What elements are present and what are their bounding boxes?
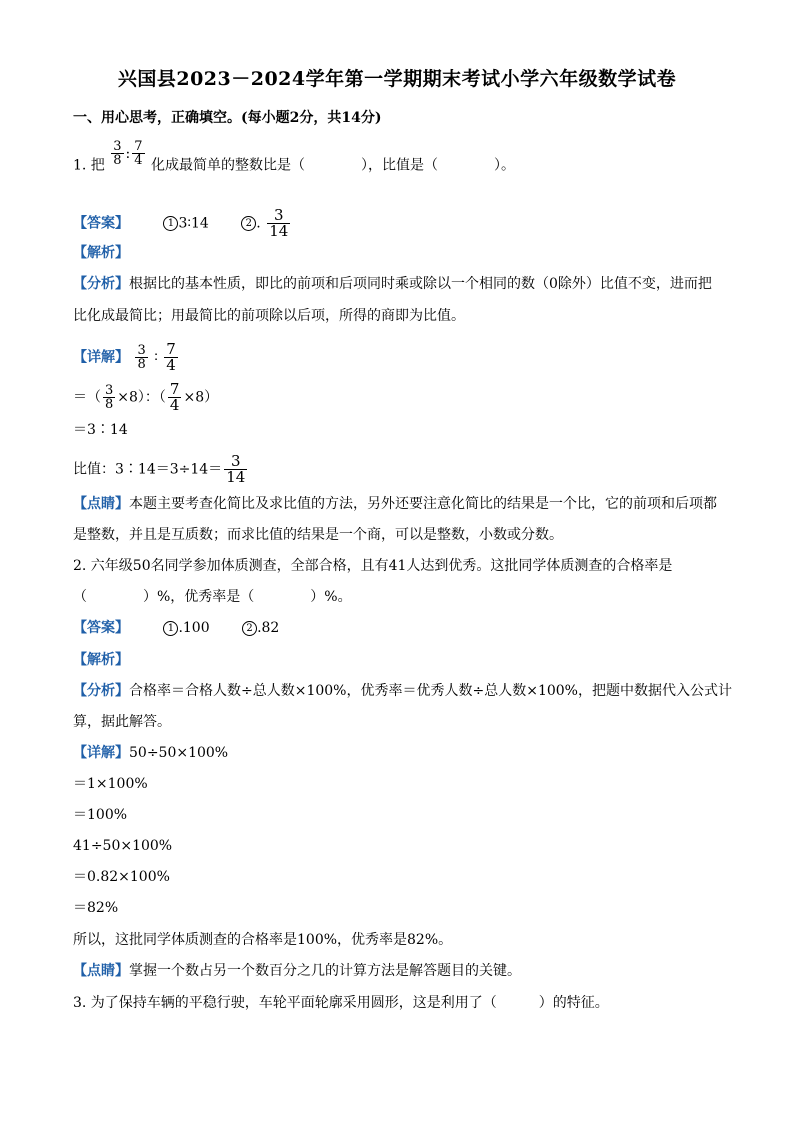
q2-detail-4: 41÷50×100% (73, 838, 173, 854)
analysis-tag: 【解析】 (73, 652, 129, 668)
q1-fraction-a (111, 140, 123, 167)
detail-text: ＝（ (73, 389, 101, 406)
fenxi-text: 根据比的基本性质，即比的前项和后项同时乘或除以一个相同的数（0除外）比值不变，进而把 (129, 276, 712, 292)
fraction-denominator: 8 (105, 397, 114, 412)
page-title: 兴国县2023－2024学年第一学期期末考试小学六年级数学试卷 (117, 68, 677, 90)
detail-fraction-c (103, 384, 115, 411)
fenxi-tag: 【分析】 (73, 276, 129, 292)
q2-text-2: （ ）%，优秀率是（ ）%。 (73, 589, 352, 605)
detail-fraction-d (168, 382, 182, 413)
q1-fraction-b (132, 140, 144, 167)
question-1 (73, 139, 515, 179)
fenxi-tag: 【分析】 (73, 683, 129, 699)
fraction-numerator: 3 (105, 383, 114, 398)
q1-fenxi-2: 比化成最简比；用最简比的前项除以后项，所得的商即为比值。 (73, 308, 465, 324)
fraction-numerator: 3 (273, 206, 284, 224)
fraction-numerator: 7 (134, 139, 143, 154)
q1-text: 化成最简单的整数比是（ ），比值是（ ）。 (151, 157, 515, 174)
q2-detail-2: ＝1×100% (73, 776, 148, 792)
fraction-numerator: 3 (230, 452, 241, 470)
section-heading: 一、用心思考，正确填空。(每小题2分，共14分) (73, 110, 382, 126)
comment-text: 本题主要考查化简比及求比值的方法，另外还要注意化简比的结果是一个比，它的前项和后项都 (129, 496, 717, 512)
detail-tag: 【详解】 (73, 745, 129, 761)
circled-number-2: 2 (242, 621, 257, 636)
fenxi-text: 合格率＝合格人数÷总人数×100%，优秀率＝优秀人数÷总人数×100%，把题中数据代入公式计 (129, 683, 732, 699)
fraction-denominator: 8 (113, 153, 122, 168)
q1-number: 1. 把 (73, 157, 105, 174)
q1-comment-1 (73, 494, 717, 514)
q2-fenxi-2: 算，据此解答。 (73, 714, 171, 730)
detail-fraction-e (224, 454, 247, 485)
q1-answer-2-fraction (267, 208, 290, 239)
answer-label: 【答案】 (73, 620, 129, 636)
q3-text: 3. 为了保持车辆的平稳行驶，车轮平面轮廓采用圆形，这是利用了（ ）的特征。 (73, 995, 609, 1011)
analysis-label (73, 243, 129, 263)
comment-text: 掌握一个数占另一个数百分之几的计算方法是解答题目的关键。 (129, 963, 521, 979)
fraction-denominator: 4 (134, 153, 143, 168)
q1-comment-2: 是整数，并且是互质数；而求比值的结果是一个商，可以是整数，小数或分数。 (73, 527, 563, 543)
ratio-colon: ∶ (154, 349, 158, 366)
q1-answer-row: 【答案】 1 3∶14 2 . $\frac{3}{14}$ (73, 206, 289, 240)
fraction-denominator: 4 (169, 396, 180, 414)
fraction-numerator: 7 (169, 380, 180, 398)
circled-number-1: 1 (163, 216, 178, 231)
q2-answer-2: .82 (257, 620, 280, 636)
q2-detail-6: ＝82% (73, 900, 119, 916)
q2-detail-1 (73, 743, 228, 763)
detail-fraction-a (135, 344, 147, 371)
q1-detail-3: ＝3∶14 (73, 422, 128, 438)
answer-label: 【答案】 (73, 215, 129, 232)
detail-text: 50÷50×100% (129, 745, 229, 761)
circled-number-2: 2 (241, 216, 256, 231)
detail-text: ×8） (183, 389, 219, 406)
detail-text: ×8）：（ (117, 389, 166, 406)
fraction-denominator: 14 (269, 222, 289, 240)
fraction-denominator: 4 (166, 356, 176, 374)
detail-fraction-b (164, 342, 178, 373)
q1-answer-1: 3∶14 (178, 215, 209, 232)
q2-detail-3: ＝100% (73, 807, 128, 823)
q2-conclusion: 所以，这批同学体质测查的合格率是100%，优秀率是82%。 (73, 932, 453, 948)
fraction-numerator: 3 (113, 139, 122, 154)
q2-answer-row (73, 618, 279, 638)
q1-detail-2 (73, 382, 218, 413)
detail-text: 比值：3∶14＝3÷14＝ (73, 461, 223, 478)
fraction-numerator: 3 (137, 343, 146, 358)
circled-number-1: 1 (163, 621, 178, 636)
q1-fenxi-1 (73, 274, 712, 294)
analysis-tag: 【解析】 (73, 245, 129, 261)
fraction-denominator: 14 (226, 468, 246, 486)
q2-answer-1: .100 (178, 620, 210, 636)
comment-tag: 【点睛】 (73, 963, 129, 979)
q1-detail-1 (73, 342, 180, 373)
comment-tag: 【点睛】 (73, 496, 129, 512)
q2-text-1: 2. 六年级50名同学参加体质测查，全部合格，且有41人达到优秀。这批同学体质测查的合格率是 (73, 558, 673, 574)
detail-tag: 【详解】 (73, 349, 129, 366)
q2-analysis-label (73, 650, 129, 670)
q2-fenxi-1 (73, 681, 732, 701)
fraction-denominator: 8 (137, 357, 146, 372)
q1-detail-4 (73, 454, 249, 485)
q2-comment (73, 961, 521, 981)
fraction-numerator: 7 (166, 340, 176, 358)
ratio-colon: : (125, 145, 131, 162)
q2-detail-5: ＝0.82×100% (73, 869, 170, 885)
